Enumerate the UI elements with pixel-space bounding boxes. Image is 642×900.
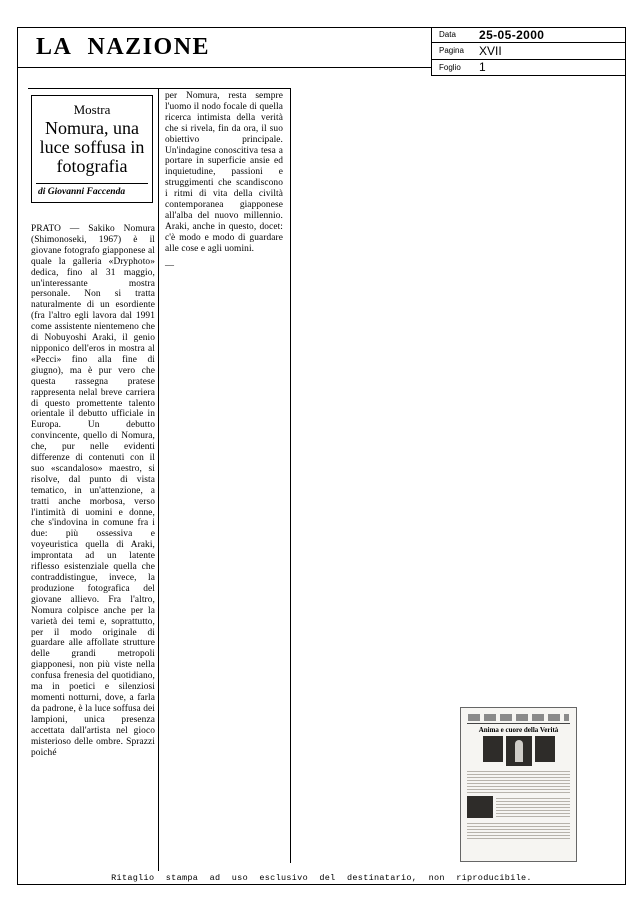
meta-label-data: Data <box>439 30 456 40</box>
header-rule <box>17 67 431 68</box>
article-end-mark: — <box>165 259 175 270</box>
thumbnail-photo <box>506 736 532 766</box>
article-kicker: Mostra <box>73 102 111 117</box>
thumbnail-text-lines <box>496 796 570 818</box>
thumbnail-photo <box>467 796 493 818</box>
article-column-1: PRATO — Sakiko Nomura (Shimonoseki, 1967) è il giovane fotografo giapponese al quale la galleria «Dryphoto» dedica, fino al 31 maggio, un'interessante mostra personale. Non si tratta naturalmente di un esordiente (fra l'altro egli lavora dal 1991 come assistente nientemeno che di Nobuyoshi Araki, il genio nipponico dell'eros in mostra al «Pecci» fino alla fine di giugno), ma è pur vero che questa rassegna pratese rappresenta nelal breve carriera di questo promettente talento orientale il debutto ufficiale in Europa. Un debutto convincente, quello di Nomura, che, pur nelle evidenti differenze di contenuti con il suo «scandaloso» maestro, si risolve, dal punto di vista tematico, in un'attenzione, a tratti anche morbosa, verso l'intimità di uomini e donne, che s'indovina in comune fra i due: più ossessiva e voyeuristica quella di Araki, improntata ad un latente riflesso esistenziale quella che contraddistingue, invece, la produzione fotografica del giovane allievo. Fra l'altro, Nomura colpisce anche per la varietà dei temi e, soprattutto, per il modo originale di guardare alle affollate strutture delle grandi metropoli giapponesi, non più viste nella confusa frenesia del quotidiano, ma in poetici e silenziosi momenti notturni, dove, a farla da padrone, è la luce soffusa dei lampioni, unica presenza accettata dall'artista nel gioco misterioso delle ombre. Sprazzi poiché <box>31 224 155 758</box>
meta-label-foglio: Foglio <box>439 62 461 72</box>
thumbnail-bottom-row <box>467 796 570 818</box>
thumbnail-photo <box>535 736 555 762</box>
article-right-rule <box>290 88 291 863</box>
meta-value-date: 25-05-2000 <box>479 27 545 42</box>
column-divider-rule <box>158 88 159 871</box>
article-column-2 <box>165 91 283 271</box>
article-byline: di Giovanni Faccenda <box>36 183 148 198</box>
meta-label-pagina: Pagina <box>439 46 464 56</box>
article-top-rule <box>28 88 290 89</box>
meta-value-sheet: 1 <box>479 60 486 75</box>
thumbnail-masthead-bar <box>468 714 569 721</box>
thumbnail-text-lines <box>467 769 570 793</box>
thumbnail-rule <box>467 723 570 724</box>
thumbnail-headline: Anima e cuore della Verità <box>478 726 559 734</box>
article-headline: Nomura, una luce soffusa in fotografia <box>39 118 145 176</box>
meta-row-foglio <box>432 60 626 76</box>
meta-row-pagina <box>432 43 626 59</box>
footer-disclaimer: Ritaglio stampa ad uso esclusivo del destinatario, non riproducibile. <box>111 872 532 883</box>
thumbnail-text-lines <box>467 821 570 841</box>
thumbnail-figure <box>515 740 523 762</box>
article-column-2-text: per Nomura, resta sempre l'uomo il nodo focale di quella ricerca intimista della verità che si rivela, fin da ora, il suo obiettivo principale. Un'indagine conoscitiva tesa a portare in superficie ansie ed inquietudine, passioni e struggimenti che scandiscono i ritmi di vita della civiltà contemporanea giapponese all'alba del nuovo millennio. Araki, anche in questo, docet: c'è modo e modo di guardare alle cose e agli uomini. <box>165 91 283 254</box>
thumbnail-photo-row <box>466 736 571 766</box>
masthead-title: LA NAZIONE <box>36 34 211 60</box>
meta-value-page: XVII <box>479 43 502 58</box>
thumbnail-photo <box>483 736 503 762</box>
page-thumbnail <box>460 707 577 862</box>
article-headline-box <box>31 95 153 203</box>
meta-row-data <box>432 27 626 43</box>
meta-box <box>431 27 626 76</box>
